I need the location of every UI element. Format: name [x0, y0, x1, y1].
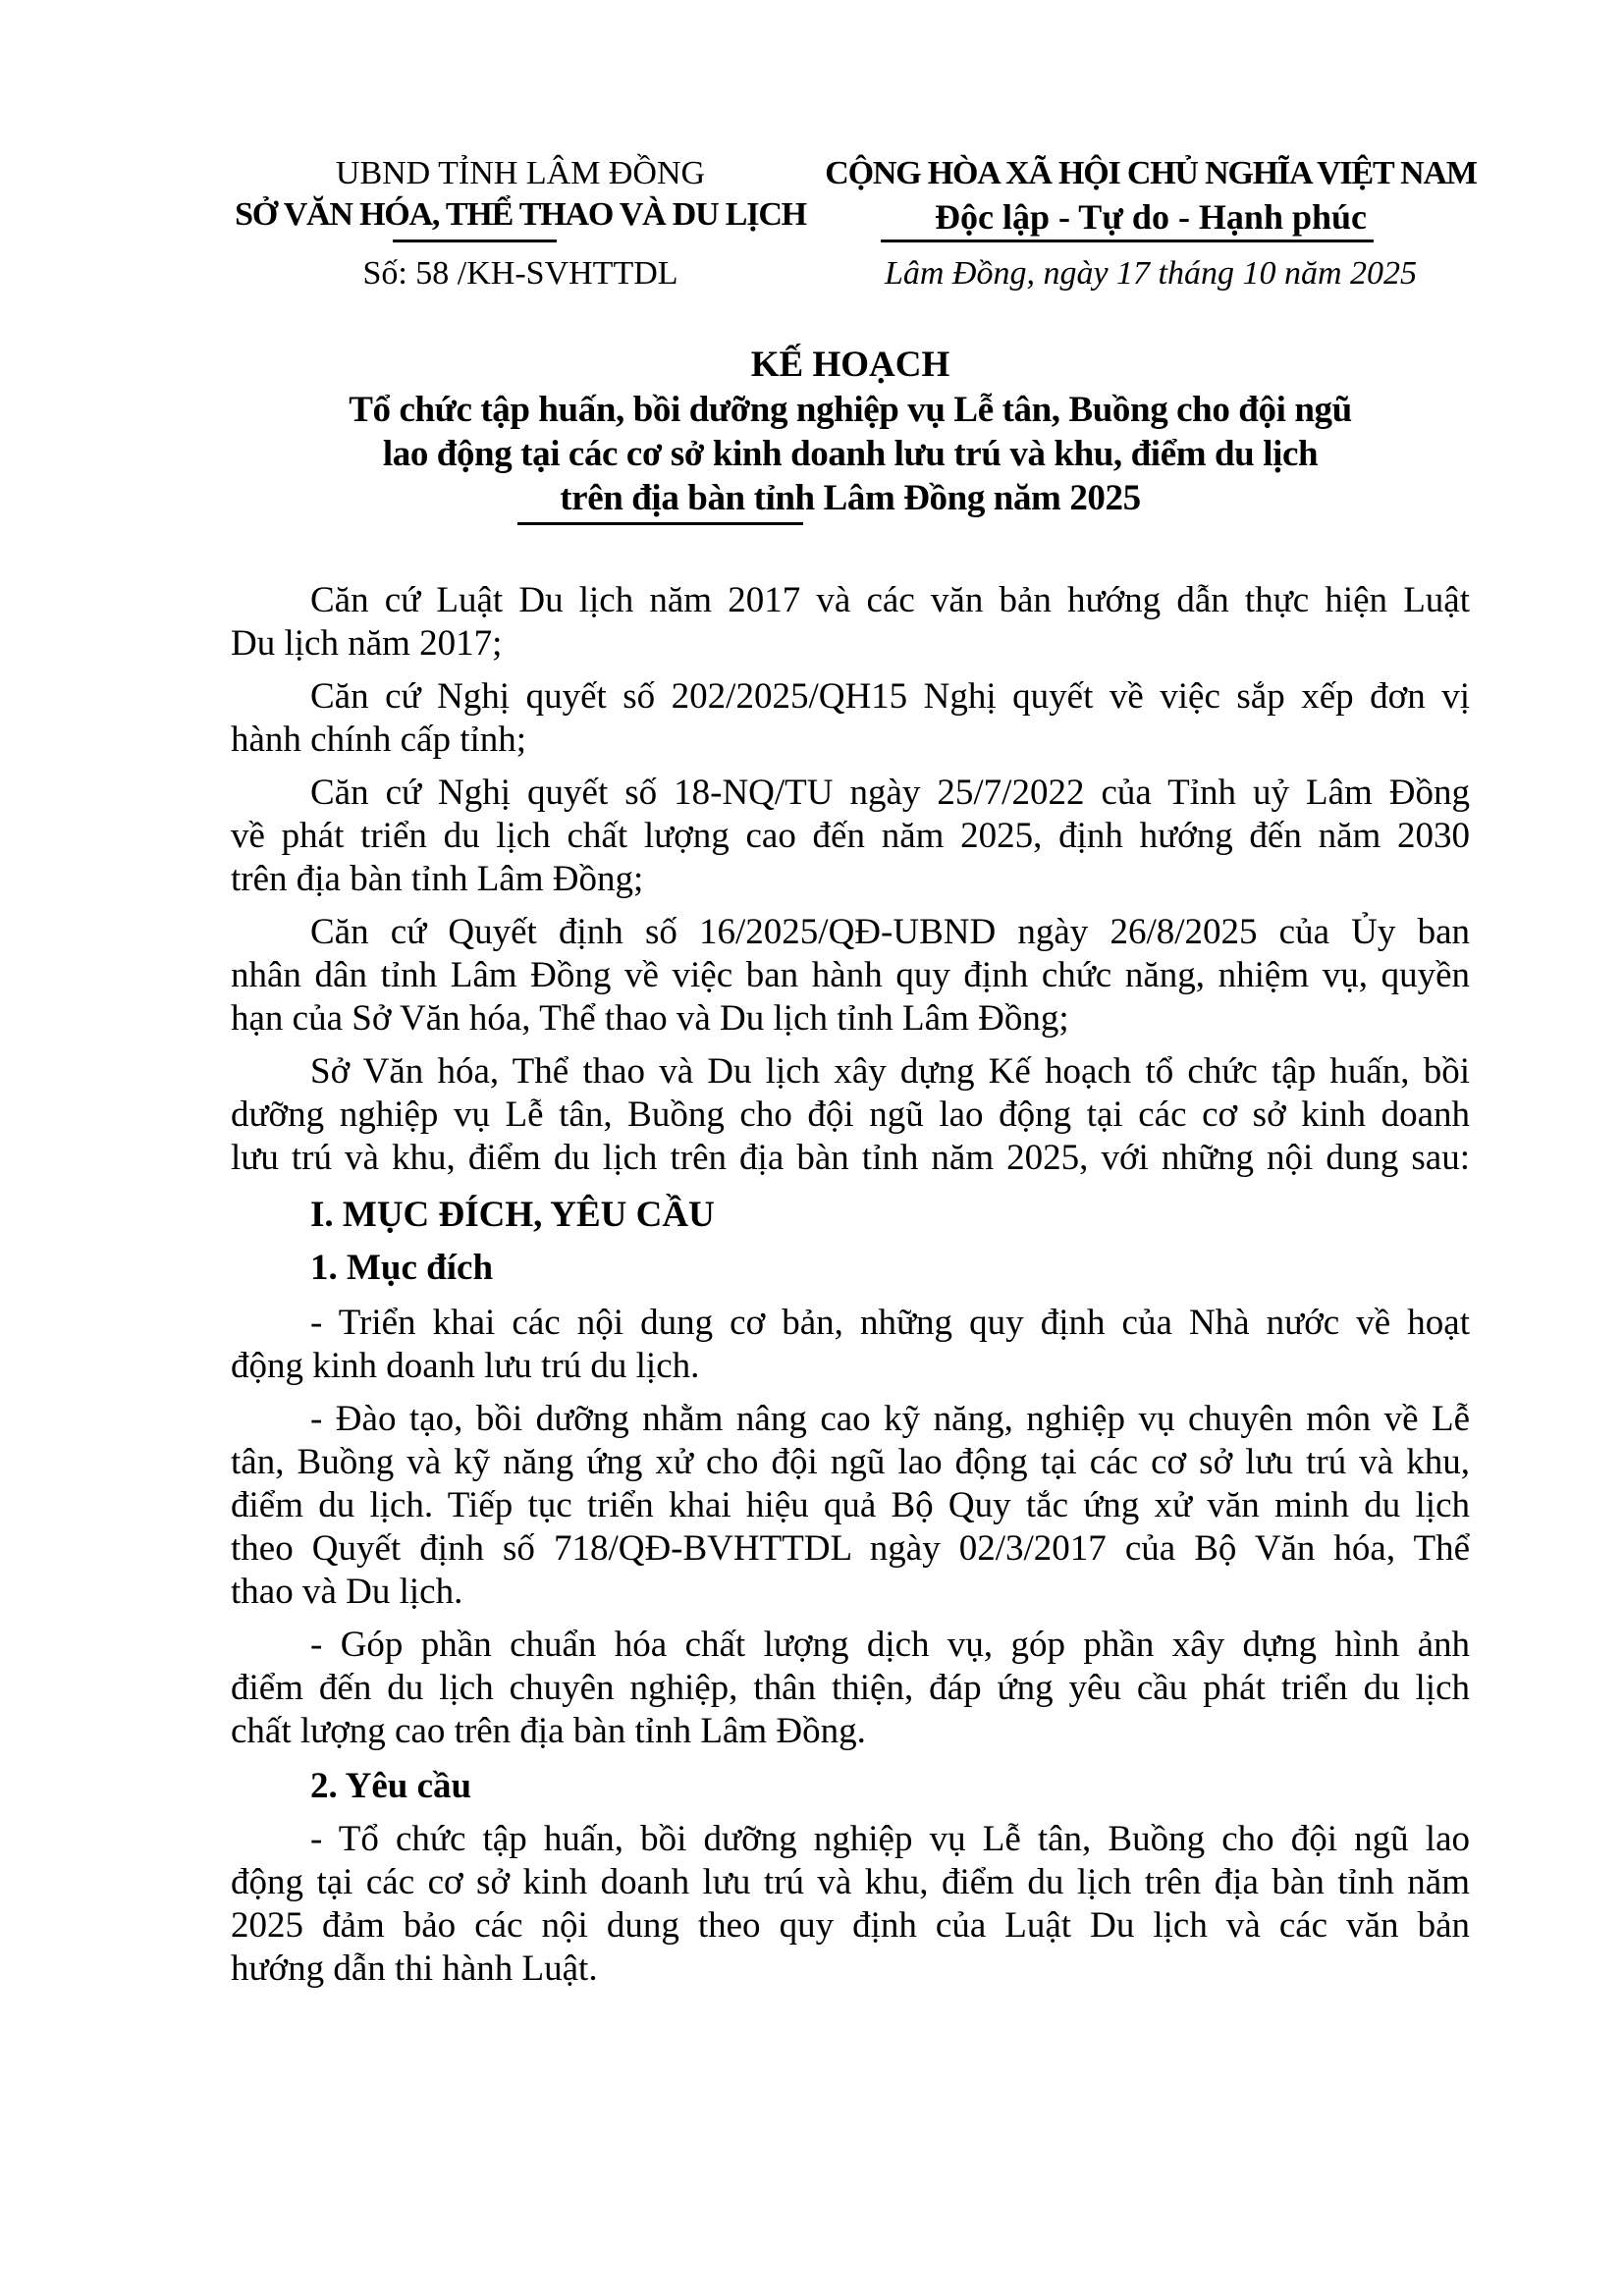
paragraph-line: điểm du lịch. Tiếp tục triển khai hiệu quả Bộ Quy tắc ứng xử văn minh du lịch	[231, 1485, 1470, 1525]
agency-parent: UBND TỈNH LÂM ĐỒNG	[335, 155, 706, 191]
paragraph-line: hành chính cấp tỉnh;	[231, 720, 527, 760]
document-type: KẾ HOẠCH	[750, 345, 950, 385]
paragraph-line: chất lượng cao trên địa bàn tỉnh Lâm Đồng.	[231, 1711, 866, 1751]
section-heading: I. MỤC ĐÍCH, YÊU CẦU	[310, 1195, 715, 1235]
paragraph-line: trên địa bàn tỉnh Lâm Đồng;	[231, 859, 644, 899]
paragraph-line: điểm đến du lịch chuyên nghiệp, thân thiện, đáp ứng yêu cầu phát triển du lịch	[231, 1668, 1470, 1708]
paragraph-line: thao và Du lịch.	[231, 1572, 463, 1612]
title-line: Tổ chức tập huấn, bồi dưỡng nghiệp vụ Lễ tân, Buồng cho đội ngũ	[349, 390, 1352, 430]
paragraph-line: - Góp phần chuẩn hóa chất lượng dịch vụ, góp phần xây dựng hình ảnh	[310, 1625, 1470, 1665]
agency-underline	[393, 240, 557, 242]
paragraph-line: - Tổ chức tập huấn, bồi dưỡng nghiệp vụ Lễ tân, Buồng cho đội ngũ lao	[310, 1819, 1470, 1859]
paragraph-line: Căn cứ Nghị quyết số 18-NQ/TU ngày 25/7/2022 của Tỉnh uỷ Lâm Đồng	[310, 773, 1470, 813]
title-line: trên địa bàn tỉnh Lâm Đồng năm 2025	[560, 478, 1141, 518]
paragraph-line: về phát triển du lịch chất lượng cao đến năm 2025, định hướng đến năm 2030	[231, 816, 1470, 856]
paragraph-line: 2025 đảm bảo các nội dung theo quy định của Luật Du lịch và các văn bản	[231, 1905, 1470, 1946]
paragraph-line: hướng dẫn thi hành Luật.	[231, 1949, 598, 1989]
paragraph-line: Căn cứ Quyết định số 16/2025/QĐ-UBND ngày 26/8/2025 của Ủy ban	[310, 912, 1470, 952]
paragraph-line: Căn cứ Luật Du lịch năm 2017 và các văn bản hướng dẫn thực hiện Luật	[310, 580, 1470, 620]
motto-underline	[881, 240, 1374, 242]
paragraph-line: theo Quyết định số 718/QĐ-BVHTTDL ngày 02/3/2017 của Bộ Văn hóa, Thể	[231, 1528, 1470, 1569]
place-date: Lâm Đồng, ngày 17 tháng 10 năm 2025	[884, 255, 1418, 292]
paragraph-line: Căn cứ Nghị quyết số 202/2025/QH15 Nghị quyết về việc sắp xếp đơn vị	[310, 676, 1470, 717]
paragraph-line: tân, Buồng và kỹ năng ứng xử cho đội ngũ lao động tại các cơ sở lưu trú và khu,	[231, 1442, 1470, 1482]
national-motto: Độc lập - Tự do - Hạnh phúc	[934, 197, 1368, 237]
paragraph-line: động kinh doanh lưu trú du lịch.	[231, 1346, 700, 1386]
paragraph-line: lưu trú và khu, điểm du lịch trên địa bàn tỉnh năm 2025, với những nội dung sau:	[231, 1138, 1470, 1178]
agency-name: SỞ VĂN HÓA, THỂ THAO VÀ DU LỊCH	[235, 196, 806, 233]
subsection-heading: 2. Yêu cầu	[310, 1766, 472, 1806]
paragraph-line: nhân dân tỉnh Lâm Đồng về việc ban hành quy định chức năng, nhiệm vụ, quyền	[231, 955, 1470, 995]
title-underline	[517, 522, 803, 525]
paragraph-line: Sở Văn hóa, Thể thao và Du lịch xây dựng Kế hoạch tổ chức tập huấn, bồi	[310, 1051, 1470, 1092]
title-line: lao động tại các cơ sở kinh doanh lưu trú và khu, điểm du lịch	[382, 434, 1319, 474]
paragraph-line: - Triển khai các nội dung cơ bản, những quy định của Nhà nước về hoạt	[310, 1303, 1470, 1343]
paragraph-line: dưỡng nghiệp vụ Lễ tân, Buồng cho đội ngũ lao động tại các cơ sở kinh doanh	[231, 1095, 1470, 1135]
national-title: CỘNG HÒA XÃ HỘI CHỦ NGHĨA VIỆT NAM	[825, 155, 1477, 191]
paragraph-line: hạn của Sở Văn hóa, Thể thao và Du lịch tỉnh Lâm Đồng;	[231, 998, 1069, 1039]
document-number: Số: 58 /KH-SVHTTDL	[362, 255, 678, 292]
paragraph-line: động tại các cơ sở kinh doanh lưu trú và khu, điểm du lịch trên địa bàn tỉnh năm	[231, 1862, 1470, 1902]
subsection-heading: 1. Mục đích	[310, 1248, 494, 1288]
paragraph-line: Du lịch năm 2017;	[231, 623, 503, 664]
paragraph-line: - Đào tạo, bồi dưỡng nhằm nâng cao kỹ năng, nghiệp vụ chuyên môn về Lễ	[310, 1399, 1470, 1439]
